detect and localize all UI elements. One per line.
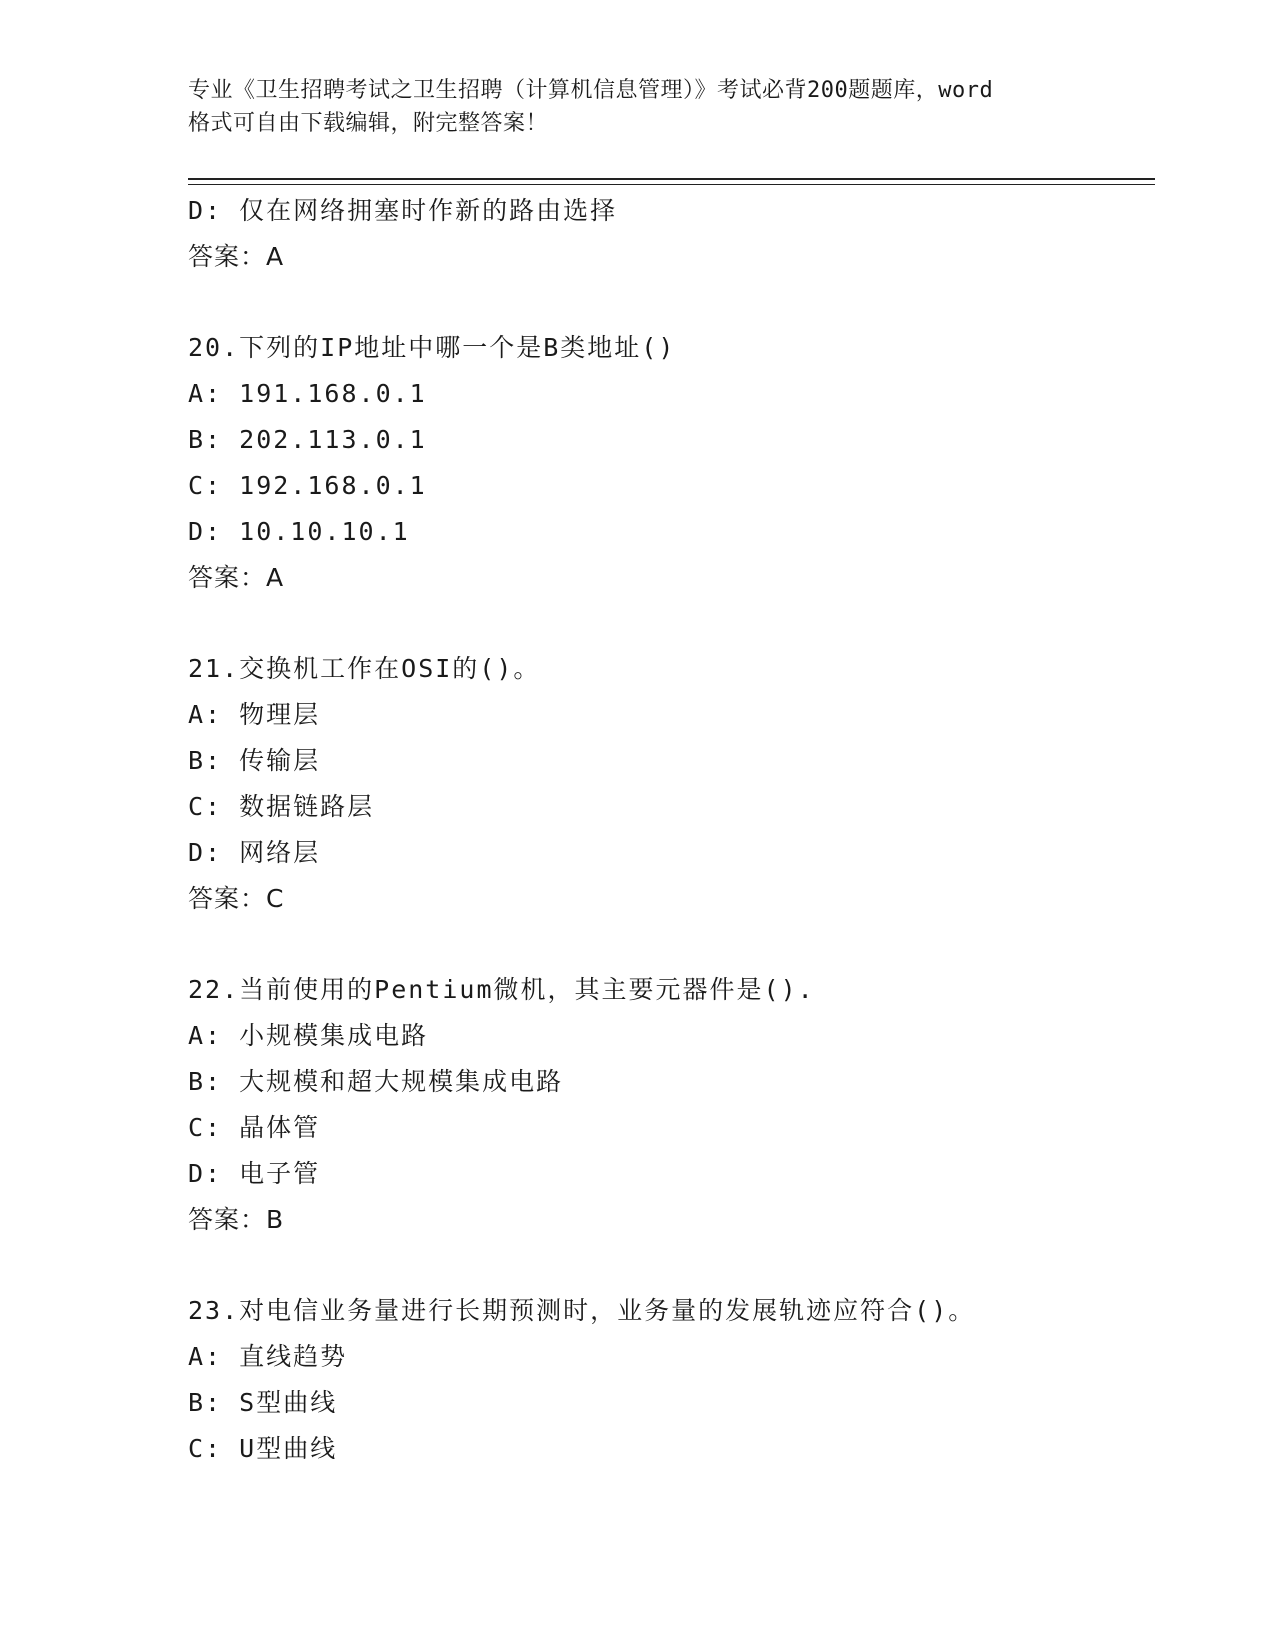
header-title-line1: 专业《卫生招聘考试之卫生招聘（计算机信息管理）》考试必背200题题库，word	[188, 78, 994, 103]
question-text: 22.当前使用的Pentium微机，其主要元器件是().	[188, 975, 815, 1004]
document-header	[188, 74, 1088, 140]
option-a: A: 191.168.0.1	[188, 379, 427, 408]
question-text: 20.下列的IP地址中哪一个是B类地址()	[188, 333, 676, 362]
option-b: B: S型曲线	[188, 1388, 338, 1417]
answer: 答案：A	[188, 563, 285, 592]
option-d: D: 电子管	[188, 1159, 321, 1188]
spacer	[188, 1243, 1148, 1288]
question-20	[188, 325, 1148, 601]
spacer	[188, 601, 1148, 646]
answer: 答案：C	[188, 884, 285, 913]
option-b: B: 大规模和超大规模集成电路	[188, 1067, 564, 1096]
question-text: 23.对电信业务量进行长期预测时，业务量的发展轨迹应符合()。	[188, 1296, 976, 1325]
option-a: A: 物理层	[188, 700, 321, 729]
prev-answer: 答案：A	[188, 242, 285, 271]
question-text: 21.交换机工作在OSI的()。	[188, 654, 541, 683]
option-b: B: 传输层	[188, 746, 321, 775]
option-c: C: 晶体管	[188, 1113, 321, 1142]
answer: 答案：B	[188, 1205, 285, 1234]
prev-option-d: D: 仅在网络拥塞时作新的路由选择	[188, 196, 618, 225]
option-d: D: 网络层	[188, 838, 321, 867]
option-c: C: 数据链路层	[188, 792, 375, 821]
option-b: B: 202.113.0.1	[188, 425, 427, 454]
question-21	[188, 646, 1148, 922]
option-a: A: 直线趋势	[188, 1342, 348, 1371]
option-a: A: 小规模集成电路	[188, 1021, 429, 1050]
option-c: C: U型曲线	[188, 1434, 338, 1463]
option-d: D: 10.10.10.1	[188, 517, 410, 546]
header-divider-thin	[188, 184, 1155, 185]
question-22	[188, 967, 1148, 1243]
question-23	[188, 1288, 1148, 1472]
option-c: C: 192.168.0.1	[188, 471, 427, 500]
header-divider-thick	[188, 178, 1155, 180]
question-list	[188, 188, 1148, 1472]
header-title-line2: 格式可自由下载编辑，附完整答案！	[188, 111, 549, 136]
spacer	[188, 922, 1148, 967]
spacer	[188, 280, 1148, 325]
